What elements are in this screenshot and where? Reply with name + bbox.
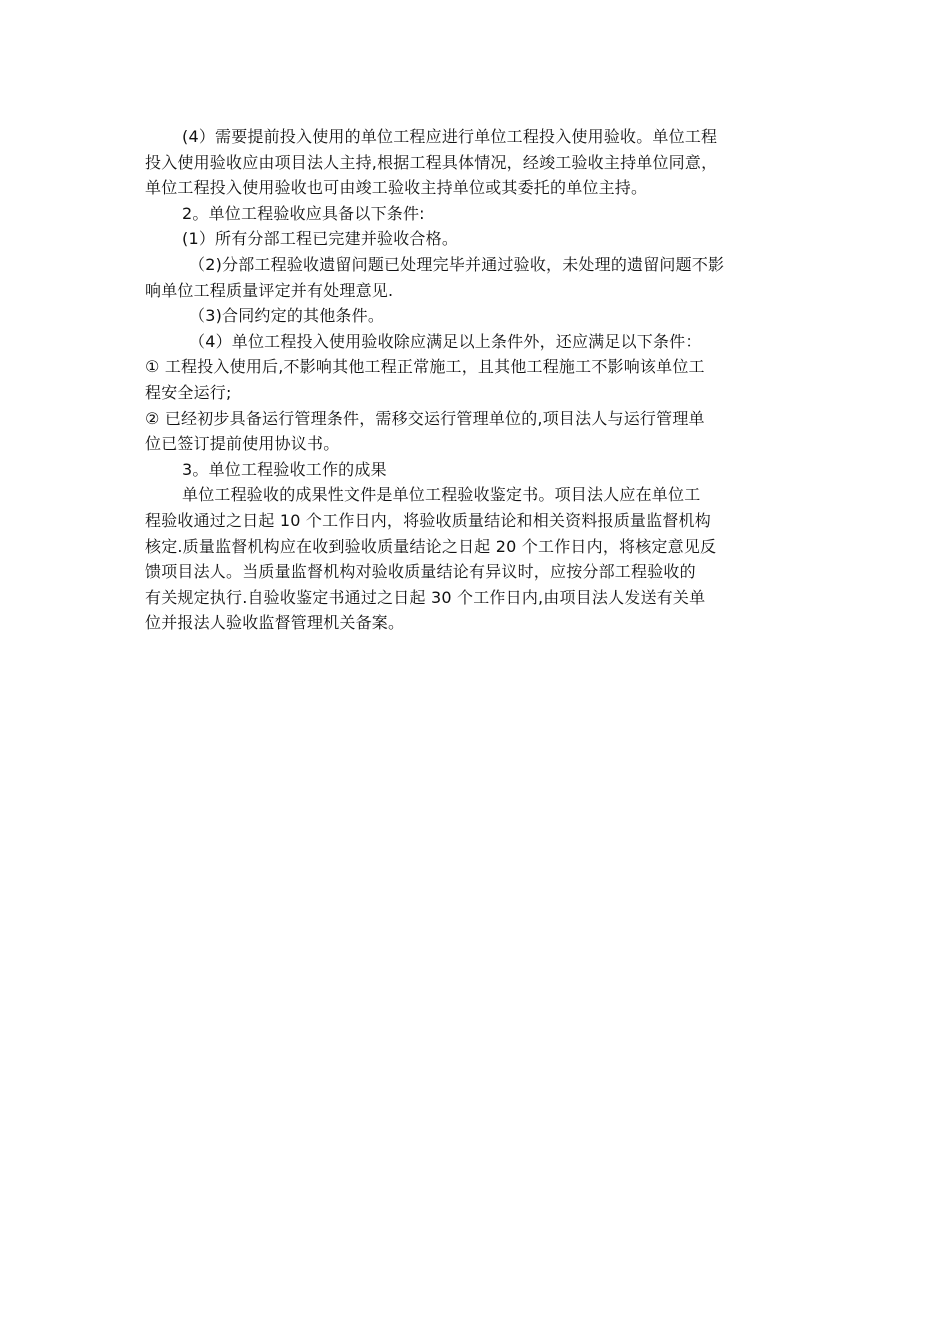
text-line: 核定.质量监督机构应在收到验收质量结论之日起 20 个工作日内，将核定意见反 [145, 536, 717, 556]
text-line: 位并报法人验收监督管理机关备案。 [145, 613, 405, 633]
text-line: 投入使用验收应由项目法人主持,根据工程具体情况，经竣工验收主持单位同意， [145, 152, 718, 172]
text-line: 程验收通过之日起 10 个工作日内，将验收质量结论和相关资料报质量监督机构 [145, 510, 711, 530]
text-line: 位已签订提前使用协议书。 [145, 434, 340, 454]
text-line: ② 已经初步具备运行管理条件，需移交运行管理单位的,项目法人与运行管理单 [145, 408, 705, 428]
text-line: 2。单位工程验收应具备以下条件: [182, 203, 425, 223]
text-line: 程安全运行; [145, 382, 232, 402]
document-body [145, 124, 815, 636]
text-line: 3。单位工程验收工作的成果 [182, 459, 387, 479]
text-line: 有关规定执行.自验收鉴定书通过之日起 30 个工作日内,由项目法人发送有关单 [145, 587, 706, 607]
text-line: 响单位工程质量评定并有处理意见. [145, 280, 394, 300]
text-line: （2)分部工程验收遗留问题已处理完毕并通过验收，未处理的遗留问题不影 [189, 254, 725, 274]
text-line: （4）单位工程投入使用验收除应满足以上条件外，还应满足以下条件： [189, 331, 702, 351]
text-line: (1）所有分部工程已完建并验收合格。 [182, 229, 459, 249]
text-line: 单位工程验收的成果性文件是单位工程验收鉴定书。项目法人应在单位工 [182, 485, 701, 505]
text-line: 馈项目法人。当质量监督机构对验收质量结论有异议时，应按分部工程验收的 [145, 562, 696, 582]
text-line: （3)合同约定的其他条件。 [189, 306, 385, 326]
text-line: 单位工程投入使用验收也可由竣工验收主持单位或其委托的单位主持。 [145, 178, 648, 198]
text-line: ① 工程投入使用后,不影响其他工程正常施工，且其他工程施工不影响该单位工 [145, 357, 705, 377]
text-line: (4）需要提前投入使用的单位工程应进行单位工程投入使用验收。单位工程 [182, 127, 718, 146]
